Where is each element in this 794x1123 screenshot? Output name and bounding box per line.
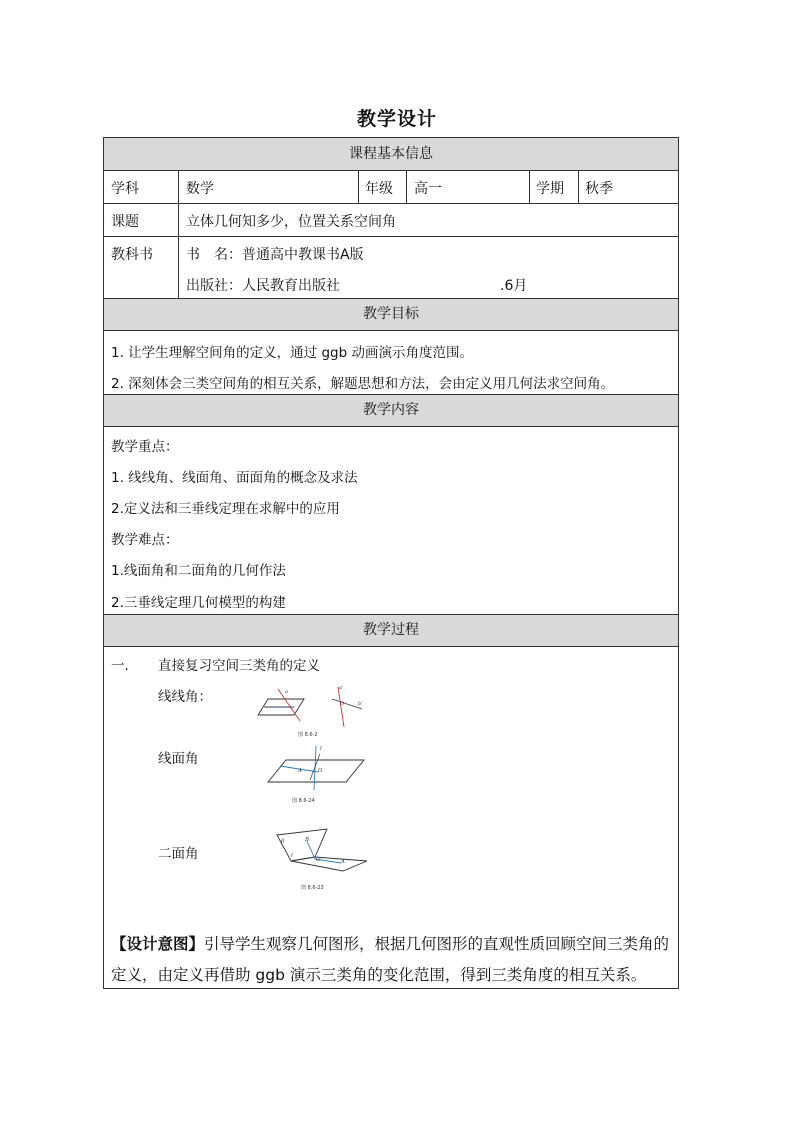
publish-date: .6月 [500, 278, 528, 294]
svg-text:O: O [340, 701, 345, 707]
difficulty-item: 2.三垂线定理几何模型的构建 [111, 595, 286, 611]
line-line-angle-figure [254, 683, 374, 741]
fig1-label: 线线角： [158, 689, 212, 705]
design-intent-text: 引导学生观察几何图形，根据几何图形的直观性质回顾空间三类角的定义，由定义再借助 ggb 演示三类角的变化范围，得到三类角度的相互关系。 [111, 935, 670, 984]
grade-value: 高一 [414, 181, 442, 197]
key-point-item: 2.定义法和三垂线定理在求解中的应用 [111, 501, 340, 517]
difficulty-item: 1.线面角和二面角的几何作法 [111, 563, 286, 579]
topic-label: 课题 [111, 214, 139, 230]
svg-text:l: l [291, 853, 293, 859]
textbook-label: 教科书 [111, 247, 153, 263]
divider [529, 171, 530, 203]
key-points-label: 教学重点： [111, 439, 179, 455]
document-title: 教学设计 [356, 108, 437, 130]
goal-item: 1. 让学生理解空间角的定义，通过 ggb 动画演示角度范围。 [111, 345, 473, 361]
svg-text:l: l [320, 746, 322, 752]
key-point-item: 1. 线线角、线面角、面面角的概念及求法 [111, 470, 358, 486]
svg-text:b': b' [358, 701, 363, 707]
lesson-table [103, 137, 679, 989]
grade-label: 年级 [365, 181, 393, 197]
line-plane-angle-figure [264, 742, 374, 810]
subject-value: 数学 [186, 181, 214, 197]
goal-item: 2. 深刻体会三类空间角的相互关系，解题思想和方法，会由定义用几何法求空间角。 [111, 376, 615, 392]
step-number: 一. [111, 658, 129, 674]
divider [104, 236, 678, 237]
term-value: 秋季 [585, 181, 613, 197]
divider [358, 171, 359, 203]
fig2-caption: 图 8.6-24 [292, 798, 315, 804]
divider [178, 171, 179, 299]
goals-header: 教学目标 [104, 299, 678, 331]
svg-text:O: O [318, 768, 323, 774]
divider [406, 171, 407, 203]
design-intent [111, 929, 673, 991]
difficulties-label: 教学难点： [111, 532, 179, 548]
divider [578, 171, 579, 203]
process-header: 教学过程 [104, 615, 678, 647]
term-label: 学期 [536, 181, 564, 197]
step-title: 直接复习空间三类角的定义 [158, 658, 320, 674]
svg-text:a: a [285, 689, 288, 695]
publisher: 出版社：人民教育出版社 [186, 278, 340, 294]
design-intent-mark: 【设计意图】 [111, 935, 205, 953]
svg-text:a': a' [339, 685, 344, 691]
svg-text:A: A [298, 768, 302, 774]
fig3-label: 二面角 [158, 846, 199, 862]
svg-text:β: β [281, 839, 285, 845]
topic-value: 立体几何知多少，位置关系空间角 [186, 214, 396, 230]
svg-text:B: B [305, 837, 310, 843]
svg-text:A: A [341, 859, 345, 865]
svg-text:O: O [316, 857, 321, 863]
fig3-caption: 图 8.6-23 [301, 885, 324, 891]
textbook-name: 书 名：普通高中教课书A版 [186, 247, 364, 263]
dihedral-angle-figure [271, 827, 371, 897]
fig1-caption: 图 8.6-2 [298, 732, 318, 738]
fig2-label: 线面角 [158, 751, 199, 767]
subject-label: 学科 [111, 181, 139, 197]
content-header: 教学内容 [104, 395, 678, 427]
divider [104, 203, 678, 204]
basic-info-header: 课程基本信息 [104, 138, 678, 171]
